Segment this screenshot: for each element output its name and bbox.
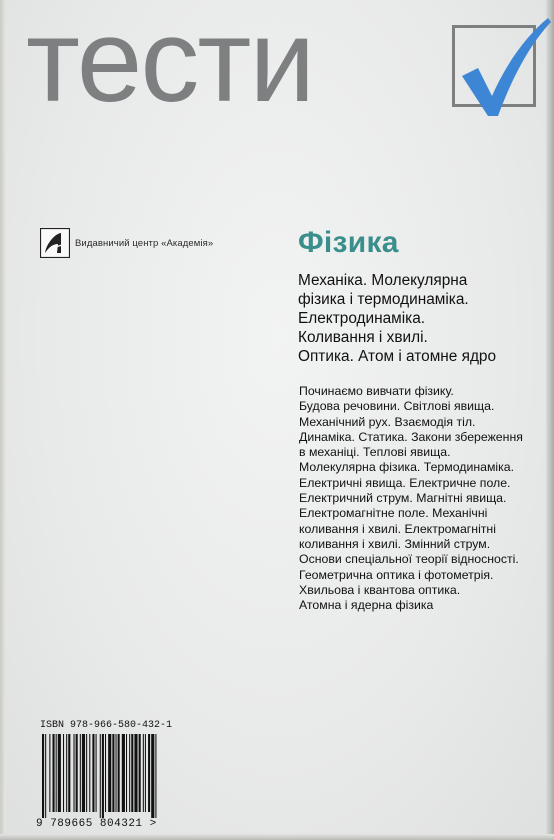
barcode-bar (89, 734, 90, 812)
subject-title: Фізика (298, 226, 399, 259)
barcode-bar (74, 734, 75, 812)
barcode-bar (96, 734, 97, 812)
content-line: в механіці. Теплові явища. (299, 445, 451, 460)
barcode-bar (155, 734, 156, 818)
barcode-bar (53, 734, 55, 812)
barcode-bar (131, 734, 133, 812)
barcode-bar (82, 734, 85, 812)
barcode-bar (143, 734, 144, 812)
barcode-digits: 9 789665 804321 > (36, 818, 157, 830)
content-line: Електричний струм. Магнітні явища. (299, 491, 507, 506)
barcode-bar (116, 734, 117, 812)
contents-list (299, 384, 549, 613)
barcode-bar (86, 734, 87, 812)
content-line: Електричні явища. Електричне поле. (299, 475, 511, 490)
content-line: Механічний рух. Взаємодія тіл. (299, 414, 476, 429)
topic-line: Механіка. Молекулярна (298, 272, 468, 289)
topic-line: Коливання і хвилі. (298, 329, 428, 346)
barcode-bar (126, 734, 127, 812)
barcode-bar (129, 734, 130, 812)
barcode-bar (102, 734, 104, 818)
topics-list (298, 271, 546, 366)
content-line: Хвильова і квантова оптика. (299, 582, 461, 597)
academia-logo-icon (40, 228, 70, 258)
barcode-bar (76, 734, 78, 812)
barcode-bar (58, 734, 61, 812)
content-line: коливання і хвилі. Електромагнітні (299, 521, 496, 536)
isbn-text: ISBN 978-966-580-432-1 (40, 720, 173, 731)
barcode-bar (63, 734, 64, 812)
topic-line: фізика і термодинаміка. (298, 291, 469, 308)
barcode-bar (80, 734, 81, 812)
barcode-bar (68, 734, 70, 812)
content-line: Будова речовини. Світлові явища. (299, 399, 495, 414)
barcode-bar (108, 734, 111, 812)
publisher (40, 228, 213, 258)
cover-left-edge (0, 0, 6, 840)
topic-line: Оптика. Атом і атомне ядро (298, 348, 497, 365)
publisher-name: Видавничий центр «Академія» (75, 237, 214, 249)
barcode-bar (148, 734, 150, 812)
barcode-bar (139, 734, 141, 812)
series-title: тести (26, 0, 314, 127)
content-line: Основи спеціальної теорії відносності. (299, 552, 519, 567)
check-mark-icon (448, 12, 552, 124)
barcode-bar (42, 734, 44, 818)
barcode-bar (56, 734, 57, 812)
barcode-bar (105, 734, 106, 812)
content-line: Починаємо вивчати фізику. (299, 384, 454, 398)
barcode-bar (66, 734, 67, 812)
barcode-bar (100, 734, 101, 818)
barcode (38, 734, 260, 818)
content-line: коливання і хвилі. Змінний струм. (299, 536, 491, 551)
barcode-bar (112, 734, 114, 812)
barcode-bar (118, 734, 120, 812)
content-line: Геометрична оптика і фотометрія. (299, 567, 494, 582)
topic-line: Електродинаміка. (298, 310, 426, 327)
content-line: Молекулярна фізика. Термодинаміка. (299, 460, 515, 475)
content-line: Динаміка. Статика. Закони збереження (299, 429, 523, 444)
barcode-bar (45, 734, 46, 818)
barcode-bar (92, 734, 94, 812)
barcode-block (36, 720, 268, 835)
barcode-bar (145, 734, 146, 812)
barcode-bar (151, 734, 154, 818)
content-line: Електромагнітне поле. Механічні (299, 506, 488, 521)
barcode-bar (134, 734, 137, 812)
content-line: Атомна і ядерна фізика (299, 598, 434, 613)
barcode-bar (49, 734, 50, 812)
barcode-bar (122, 734, 125, 812)
